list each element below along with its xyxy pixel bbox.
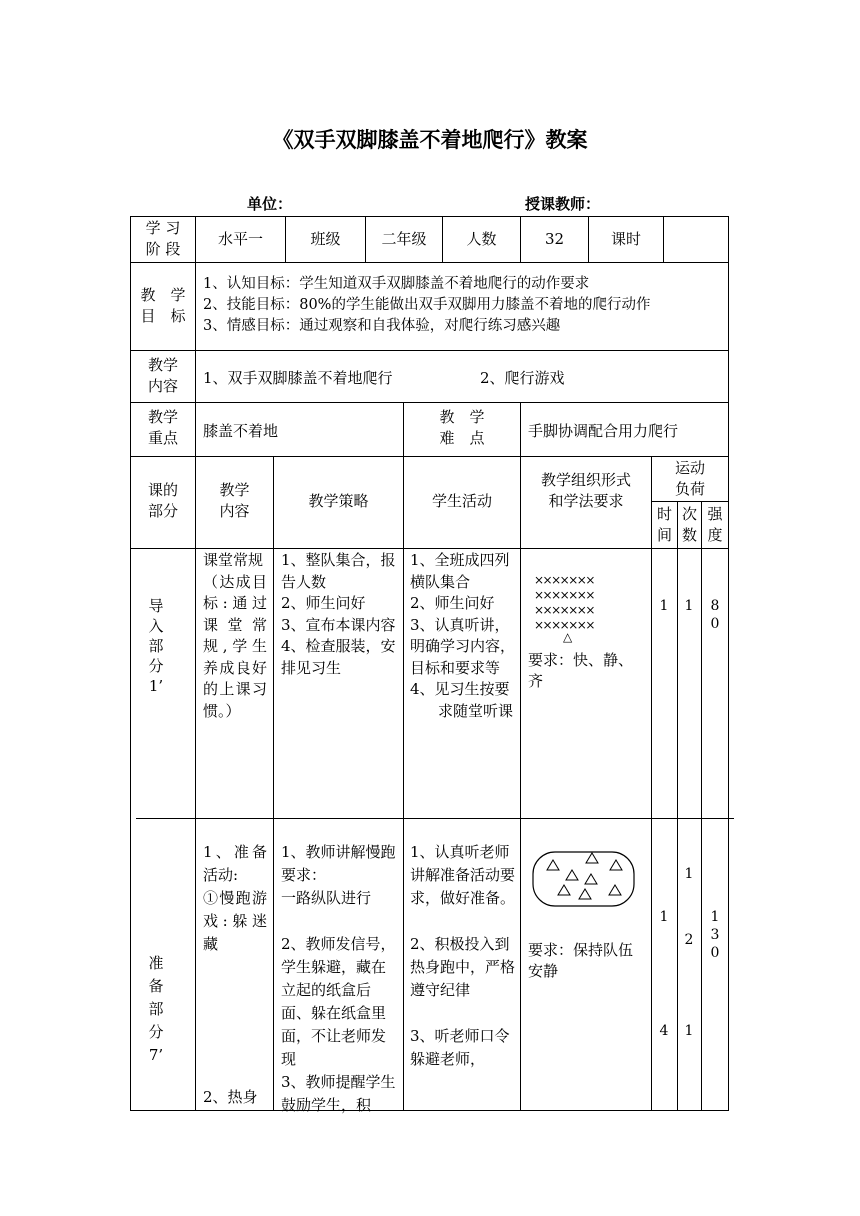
warmup-time-b: 4 [659,1023,669,1039]
warmup-intensity: 1 3 0 [710,909,720,961]
warmup-strategy: 1、教师讲解慢跑要求： 一路纵队进行 2、教师发信号，学生躲避，藏在立起的纸盒后面、躲在纸盒里面，不让老师发现 3、教师提醒学生鼓励学生，积 [281,843,396,1114]
intro-count: 1 [684,598,694,614]
goal-item: 1、认知目标：学生知道双手双脚膝盖不着地爬行的动作要求 [203,276,590,292]
warmup-content-1: 1、准备活动: ①慢跑游戏:躲迷藏 [203,843,267,953]
intro-part: 导 入 部 分 1’ [148,597,164,695]
col-load: 运动 负荷 [674,459,705,498]
goals-list [203,274,728,337]
col-content: 教学 内容 [219,481,250,520]
intro-activity-item: 2、师生问好 [410,594,495,612]
formation-diagram [534,573,614,633]
col-intensity: 强 度 [707,505,723,544]
intro-activity-item: 1、全班成四列横队集合 [410,551,510,591]
teacher-triangle-icon: △ [563,630,573,644]
warmup-count-c: 1 [684,1023,694,1039]
stage-value: 水平一 [217,230,263,248]
unit-label: 单位： [247,195,293,213]
intro-activity [410,550,516,722]
warmup-part: 准 备 部 分 7’ [148,954,164,1064]
intro-content: 课堂常规 （达成目标:通过课堂常规,学生养成良好的上课习惯。） [203,551,267,720]
intro-activity-item: 3、认真听讲，明确学习内容，目标和要求等 [410,615,516,677]
col-part: 课的 部分 [147,481,178,520]
focus-value: 膝盖不着地 [203,422,279,440]
warmup-count-a: 1 [684,866,694,882]
intro-strategy: 1、整队集合，报告人数 2、师生问好 3、宣布本课内容 4、检查服装，安排见习生 [281,551,396,677]
teacher-label: 授课教师： [525,195,601,213]
formation-row: ××××××× [534,588,594,602]
formation-row: ××××××× [534,573,594,587]
class-value: 二年级 [381,230,427,248]
col-count: 次 数 [681,505,697,544]
period-label: 课时 [610,230,641,248]
content-item-2: 2、爬行游戏 [480,369,565,387]
intro-intensity: 8 0 [710,598,720,632]
hide-and-seek-diagram [532,848,636,908]
warmup-activity: 1、认真听老师讲解准备活动要求，做好准备。 2、积极投入到热身跑中，严格遵守纪律 3、听老师口令躲避老师， [410,843,516,1068]
difficulty-label: 教 学 难 点 [439,408,485,447]
stage-label: 学 习 阶 段 [145,219,181,258]
col-time: 时 间 [656,505,672,544]
goals-label: 教 学 目 标 [140,286,186,325]
col-activity: 学生活动 [431,492,492,510]
warmup-count-b: 2 [684,932,694,948]
focus-label: 教学 重点 [147,408,178,447]
intro-activity-item: 4、见习生按要求随堂听课 [410,680,514,720]
page-title: 《双手双脚膝盖不着地爬行》教案 [272,128,588,152]
col-strategy: 教学策略 [308,492,369,510]
formation-row: ××××××× [534,603,594,617]
intro-requirement: 要求：快、静、齐 [528,651,634,690]
difficulty-value: 手脚协调配合用力爬行 [528,422,679,440]
count-label: 人数 [466,230,497,248]
count-value: 32 [544,230,565,248]
content-label: 教学 内容 [147,356,178,395]
goal-item: 2、技能目标：80%的学生能做出双手双脚用力膝盖不着地的爬行动作 [203,297,651,313]
warmup-requirement: 要求：保持队伍安静 [528,941,634,980]
goal-item: 3、情感目标：通过观察和自我体验，对爬行练习感兴趣 [203,318,561,334]
col-organization: 教学组织形式 和学法要求 [540,471,631,510]
content-item-1: 1、双手双脚膝盖不着地爬行 [203,369,393,387]
intro-time: 1 [659,598,669,614]
warmup-content-2: 2、热身 [203,1088,258,1106]
formation-row: ××××××× [534,618,594,632]
warmup-time-a: 1 [659,909,669,925]
class-label: 班级 [310,230,341,248]
